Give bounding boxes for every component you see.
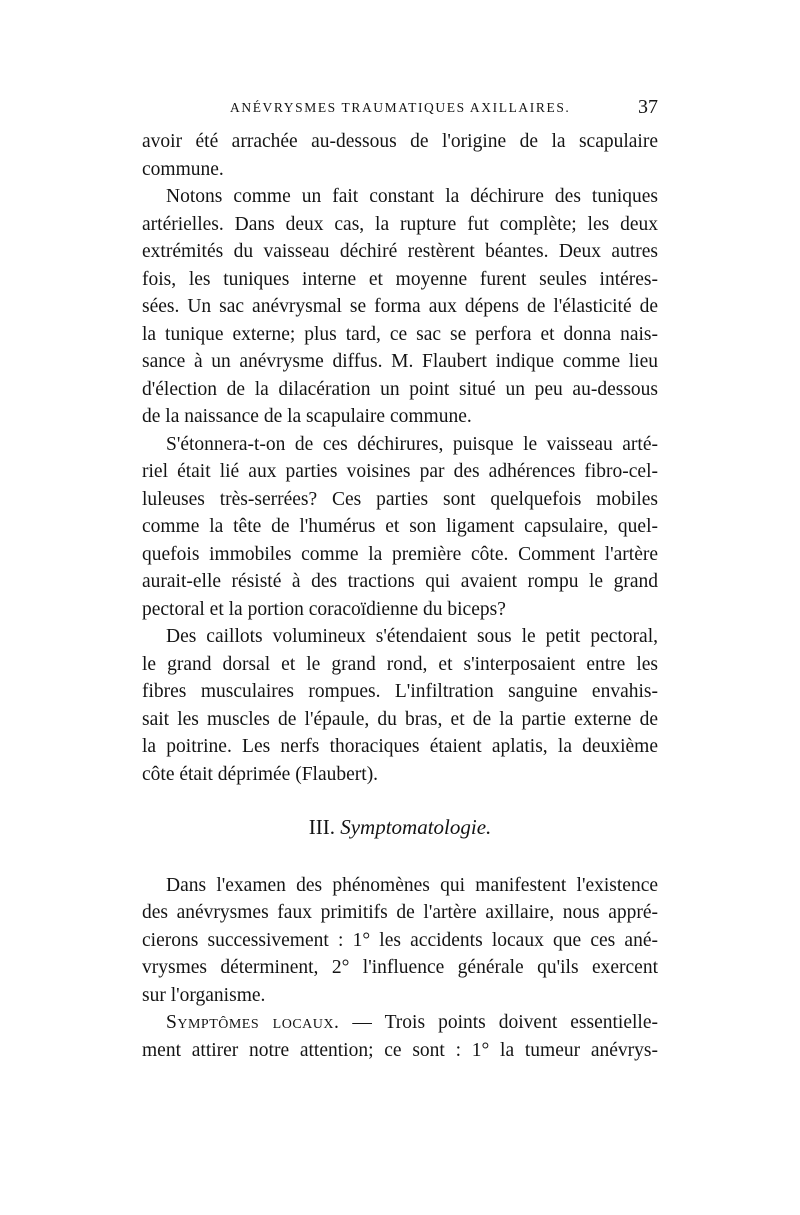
text-run: — Trois points doivent essentielle- (339, 1012, 658, 1033)
text-line (142, 1009, 658, 1037)
section-heading (142, 814, 658, 842)
paragraph-4 (142, 623, 658, 788)
text-line: quefois immobiles comme la première côte. Comment l'artère (142, 543, 658, 565)
text-line: côte était déprimée (Flaubert). (142, 763, 379, 785)
text-line: Dans l'examen des phénomènes qui manifestent l'existence (166, 874, 658, 896)
subsection-lead: Symptômes locaux. (166, 1012, 340, 1033)
section-title: Symptomatologie. (340, 815, 492, 839)
section-number: III. (308, 815, 335, 839)
text-line: riel était lié aux parties voisines par des adhérences fibro-cel- (142, 461, 658, 482)
paragraph-1 (142, 128, 658, 183)
paragraph-3 (142, 431, 658, 624)
paragraph-5 (142, 872, 658, 1010)
text-line: la tunique externe; plus tard, ce sac se perfora et donna nais- (142, 323, 658, 345)
text-line: d'élection de la dilacération un point situé un peu au-dessous (142, 378, 658, 400)
text-line: sance à un anévrysme diffus. M. Flaubert indique comme lieu (142, 351, 658, 372)
text-line: Des caillots volumineux s'étendaient sous le petit pectoral, (166, 626, 658, 647)
text-line: artérielles. Dans deux cas, la rupture fut complète; les deux (142, 213, 658, 235)
running-title: ANÉVRYSMES TRAUMATIQUES AXILLAIRES. (230, 100, 571, 115)
spacer (142, 788, 658, 814)
text-line: des anévrysmes faux primitifs de l'artère axillaire, nous appré- (142, 902, 658, 923)
text-line: aurait-elle résisté à des tractions qui avaient rompu le grand (142, 571, 658, 592)
paragraph-6 (142, 1009, 658, 1064)
text-line: commune. (142, 158, 224, 180)
text-line: fibres musculaires rompues. L'infiltration sanguine envahis- (142, 681, 658, 702)
text-line: comme la tête de l'humérus et son ligament capsulaire, quel- (142, 516, 658, 537)
paragraph-2 (142, 183, 658, 431)
text-line: la poitrine. Les nerfs thoraciques étaient aplatis, la deuxième (142, 736, 658, 757)
body-text (142, 128, 658, 1064)
text-line: avoir été arrachée au-dessous de l'origine de la scapulaire (142, 131, 658, 152)
text-line: sait les muscles de l'épaule, du bras, et de la partie externe de (142, 708, 658, 730)
text-line: de la naissance de la scapulaire commune. (142, 406, 472, 427)
text-line: Notons comme un fait constant la déchirure des tuniques (166, 186, 658, 207)
text-line: pectoral et la portion coracoïdienne du biceps? (142, 598, 506, 620)
text-line: luleuses très-serrées? Ces parties sont quelquefois mobiles (142, 488, 658, 510)
running-head (142, 96, 658, 122)
text-line: sur l'organisme. (142, 984, 266, 1006)
text-line: vrysmes déterminent, 2° l'influence générale qu'ils exercent (142, 957, 658, 978)
text-line: cierons successivement : 1° les accidents locaux que ces ané- (142, 929, 658, 951)
text-line: ment attirer notre attention; ce sont : 1° la tumeur anévrys- (142, 1039, 658, 1061)
text-line: fois, les tuniques interne et moyenne furent seules intéres- (142, 268, 658, 290)
text-line: sées. Un sac anévrysmal se forma aux dépens de l'élasticité de (142, 296, 658, 317)
page-number: 37 (638, 96, 658, 118)
text-line: S'étonnera-t-on de ces déchirures, puisque le vaisseau arté- (166, 433, 658, 455)
text-line: extrémités du vaisseau déchiré restèrent béantes. Deux autres (142, 241, 658, 262)
text-line: le grand dorsal et le grand rond, et s'interposaient entre les (142, 653, 658, 675)
spacer (142, 842, 658, 872)
